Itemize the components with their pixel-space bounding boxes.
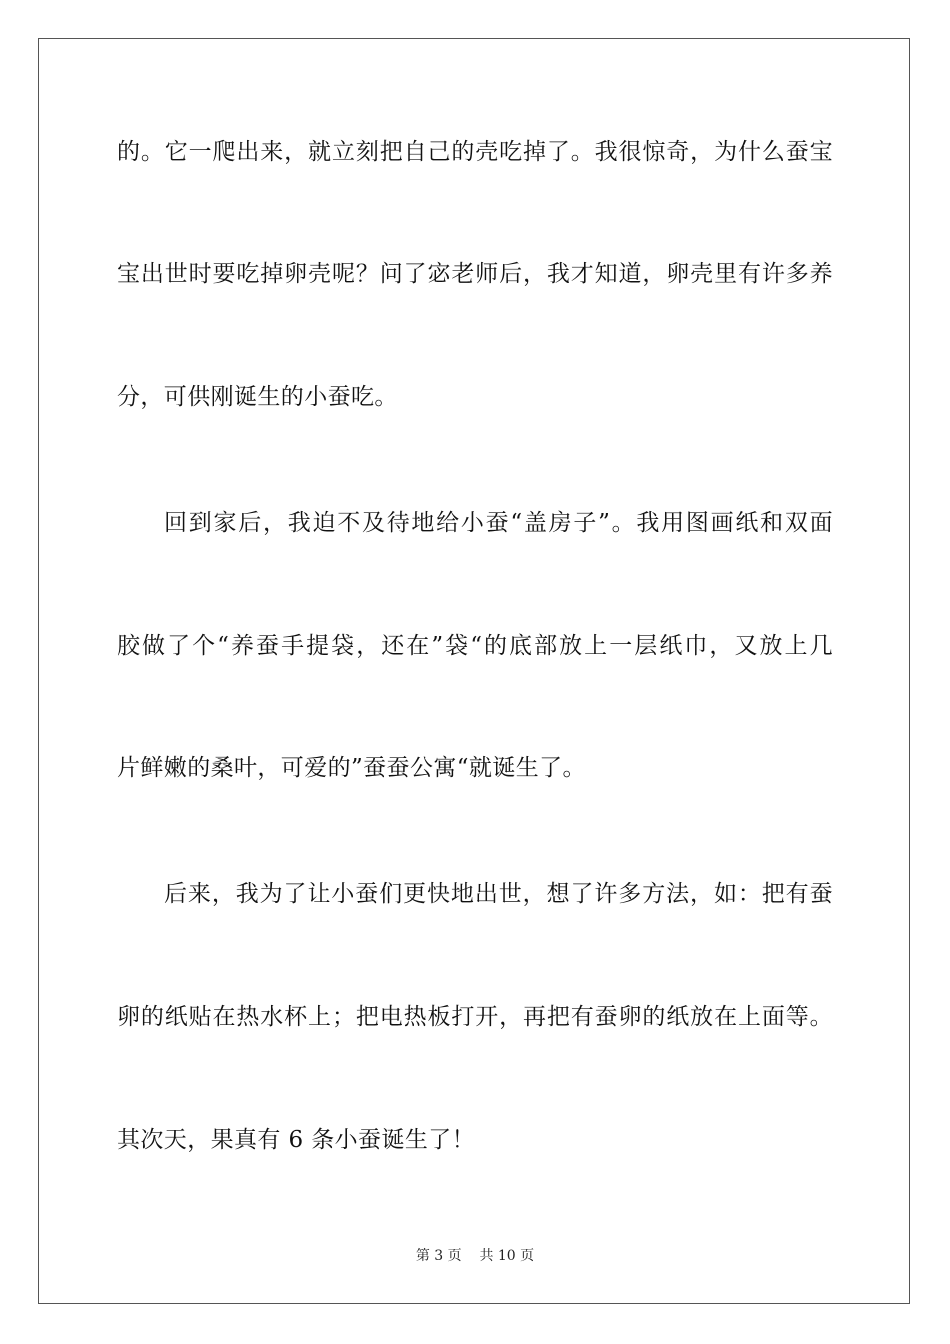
text-line: 胶做了个“养蚕手提袋，还在”袋“的底部放上一层纸巾，又放上几 <box>117 633 833 659</box>
page-footer <box>0 1246 950 1266</box>
page-total: 共 10 页 <box>479 1248 535 1264</box>
text-line: 的。它一爬出来，就立刻把自己的壳吃掉了。我很惊奇，为什么蚕宝 <box>117 139 833 165</box>
text-line: 分，可供刚诞生的小蚕吃。 <box>117 384 398 410</box>
text-line: 片鲜嫩的桑叶，可爱的”蚕蚕公寓“就诞生了。 <box>117 755 586 781</box>
page-border <box>38 38 910 1304</box>
text-line: 宝出世时要吃掉卵壳呢？问了宓老师后，我才知道，卵壳里有许多养 <box>117 261 833 287</box>
page-number: 第 3 页 <box>415 1248 462 1264</box>
paragraph-first-line: 回到家后，我迫不及待地给小蚕“盖房子”。我用图画纸和双面 <box>164 510 833 536</box>
text-line: 卵的纸贴在热水杯上；把电热板打开，再把有蚕卵的纸放在上面等。 <box>117 1004 833 1030</box>
text-line: 其次天，果真有 6 条小蚕诞生了！ <box>117 1127 476 1153</box>
paragraph-first-line: 后来，我为了让小蚕们更快地出世，想了许多方法，如：把有蚕 <box>164 881 833 907</box>
